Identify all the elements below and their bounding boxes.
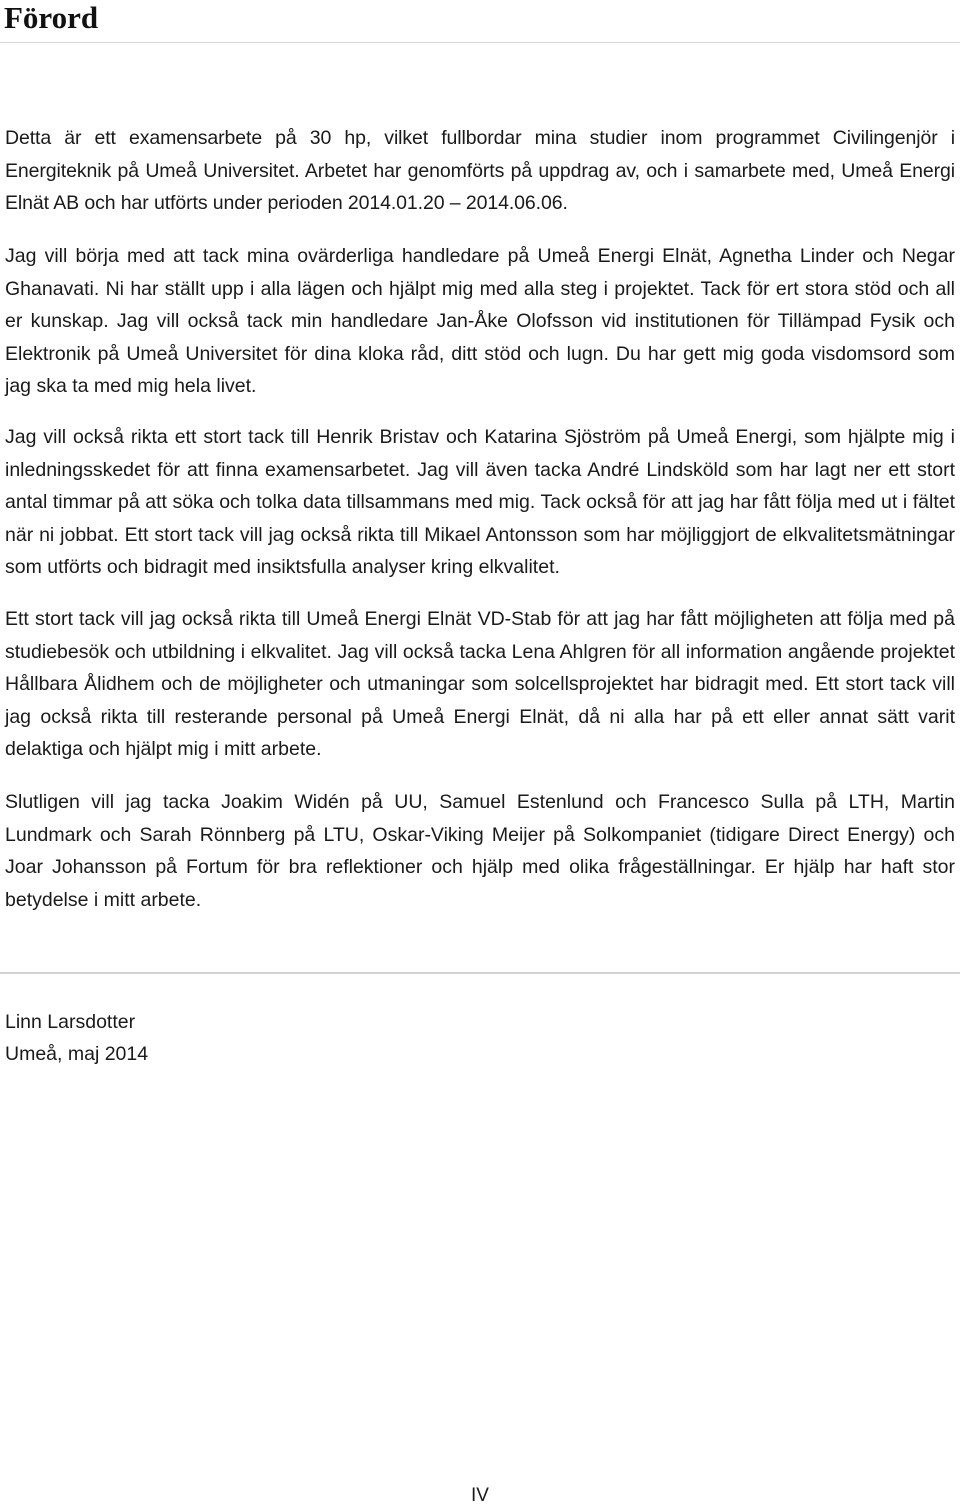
paragraph-introduction: Detta är ett examensarbete på 30 hp, vilket fullbordar mina studier inom programmet Civilingenjör i Energiteknik på Umeå Universitet. Arbetet har genomförts på uppdrag av, och i samarbete med, Umeå Energi Elnät AB och har utförts under perioden 2014.01.20 – 2014.06.06. <box>5 127 955 214</box>
heading-divider <box>0 42 960 43</box>
page-title: Förord <box>4 0 99 35</box>
signature-divider <box>0 972 960 974</box>
place-and-date: Umeå, maj 2014 <box>5 1043 149 1065</box>
author-name: Linn Larsdotter <box>5 1011 136 1033</box>
paragraph-vd-stab: Ett stort tack vill jag också rikta till Umeå Energi Elnät VD-Stab för att jag har fått möjligheten att följa med på studiebesök och utbildning i elkvalitet. Jag vill också tacka Lena Ahlgren för all information angående projektet Hållbara Ålidhem och de möjligheter och utmaningar som solcellsprojektet har bidragit med. Ett stort tack vill jag också rikta till resterande personal på Umeå Energi Elnät, då ni alla har på ett eller annat sätt varit delaktiga och hjälpt mig i mitt arbete. <box>5 608 955 760</box>
paragraph-colleagues: Jag vill också rikta ett stort tack till Henrik Bristav och Katarina Sjöström på Umeå Energi, som hjälpte mig i inledningsskedet för att finna examensarbetet. Jag vill även tacka André Lindsköld som har lagt ner ett stort antal timmar på att söka och tolka data tillsammans med mig. Tack också för att jag har fått följa med ut i fältet när ni jobbat. Ett stort tack vill jag också rikta till Mikael Antonsson som har möjliggjort de elkvalitetsmätningar som utförts och bidragit med insiktsfulla analyser kring elkvalitet. <box>5 426 955 578</box>
signature-block <box>5 1006 148 1070</box>
paragraph-closing: Slutligen vill jag tacka Joakim Widén på UU, Samuel Estenlund och Francesco Sulla på LTH, Martin Lundmark och Sarah Rönnberg på LTU, Oskar-Viking Meijer på Solkompaniet (tidigare Direct Energy) och Joar Johansson på Fortum för bra reflektioner och hjälp med olika frågeställningar. Er hjälp har haft stor betydelse i mitt arbete. <box>5 791 955 911</box>
paragraph-supervisors: Jag vill börja med att tack mina ovärderliga handledare på Umeå Energi Elnät, Agnetha Linder och Negar Ghanavati. Ni har ställt upp i alla lägen och hjälpt mig med alla steg i projektet. Tack för ert stora stöd och all er kunskap. Jag vill också tack min handledare Jan-Åke Olofsson vid institutionen för Tillämpad Fysik och Elektronik på Umeå Universitet för dina kloka råd, ditt stöd och lugn. Du har gett mig goda visdomsord som jag ska ta med mig hela livet. <box>5 245 955 397</box>
page-number: IV <box>471 1485 489 1506</box>
